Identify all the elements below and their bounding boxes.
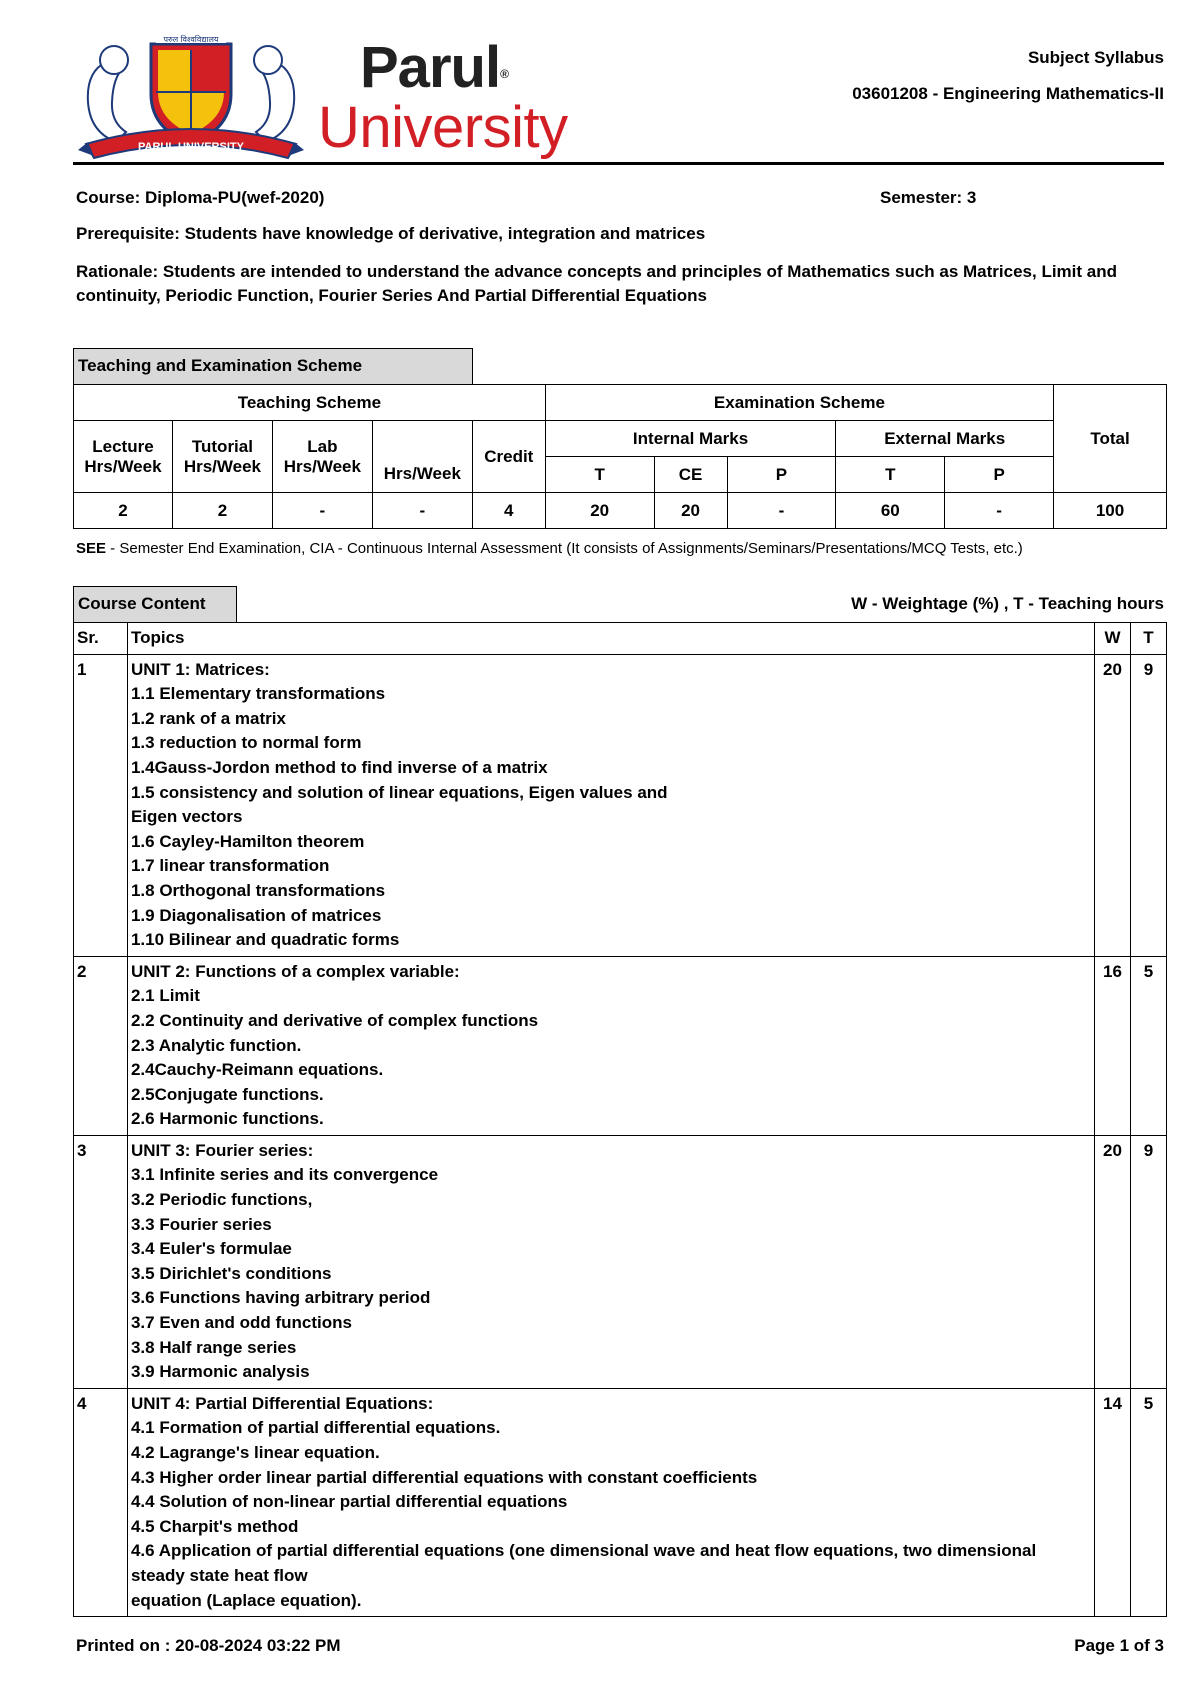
internal-t-header: T xyxy=(545,457,654,493)
unit-sr: 3 xyxy=(74,1135,128,1388)
credit-value: 4 xyxy=(472,493,545,529)
scheme-section-label: Teaching and Examination Scheme xyxy=(73,348,473,385)
unit-weightage: 16 xyxy=(1095,956,1131,1135)
internal-p-header: P xyxy=(727,457,836,493)
course-line: Course: Diploma-PU(wef-2020) xyxy=(76,188,325,207)
unit-teaching-hours: 9 xyxy=(1131,654,1167,956)
unit-title: UNIT 2: Functions of a complex variable: xyxy=(130,961,460,981)
internal-t-value: 20 xyxy=(545,493,654,529)
rationale-paragraph: Rationale: Students are intended to understand the advance concepts and principles of Mathematics such as Matrices, Limit and continuity, Periodic Function, Fourier Series And Partial Differential Equations xyxy=(76,262,1118,305)
university-crest-logo xyxy=(76,32,306,164)
topic-item: 3.6 Functions having arbitrary period xyxy=(130,1288,431,1308)
note-see: SEE xyxy=(76,540,107,557)
internal-ce-value: 20 xyxy=(654,493,727,529)
scheme-table xyxy=(73,384,1167,529)
topic-item: 1.2 rank of a matrix xyxy=(130,708,286,728)
external-t-header: T xyxy=(836,457,945,493)
unit-row xyxy=(74,1388,1167,1616)
topic-item: 1.8 Orthogonal transformations xyxy=(130,880,386,900)
topic-item: 1.6 Cayley-Hamilton theorem xyxy=(130,831,365,851)
unit-teaching-hours: 5 xyxy=(1131,956,1167,1135)
topic-item: 1.7 linear transformation xyxy=(130,856,330,876)
topic-item: 4.4 Solution of non-linear partial differential equations xyxy=(130,1492,568,1512)
hrs-value: - xyxy=(372,493,472,529)
unit-topics xyxy=(127,1388,1094,1616)
external-t-value: 60 xyxy=(836,493,945,529)
subject-code-title: 03601208 - Engineering Mathematics-II xyxy=(852,84,1164,103)
course-content-label: Course Content xyxy=(73,586,237,623)
topic-item: 3.5 Dirichlet's conditions xyxy=(130,1263,332,1283)
w-header: W xyxy=(1095,623,1131,655)
tutorial-header: Tutorial Hrs/Week xyxy=(172,421,272,493)
topic-item: 4.3 Higher order linear partial differential equations with constant coefficients xyxy=(130,1467,758,1487)
topic-item: 1.4Gauss-Jordon method to find inverse of a matrix xyxy=(130,757,548,777)
sr-header: Sr. xyxy=(74,623,128,655)
unit-row xyxy=(74,956,1167,1135)
topics-header: Topics xyxy=(127,623,1094,655)
topic-item: 2.3 Analytic function. xyxy=(130,1035,302,1055)
hrs-week-header: Hrs/Week xyxy=(372,421,472,493)
header-divider xyxy=(73,162,1164,165)
header-subject-info xyxy=(852,40,1164,112)
topic-item: 1.10 Bilinear and quadratic forms xyxy=(130,930,400,950)
weightage-legend: W - Weightage (%) , T - Teaching hours xyxy=(851,594,1164,613)
topic-item: equation (Laplace equation). xyxy=(130,1590,362,1610)
course-content-table xyxy=(73,622,1167,1617)
topic-item: Eigen vectors xyxy=(130,807,243,827)
assessment-note xyxy=(76,540,1023,557)
unit-topics xyxy=(127,1135,1094,1388)
page-number: Page 1 of 3 xyxy=(1074,1636,1164,1655)
examination-scheme-header: Examination Scheme xyxy=(545,385,1053,421)
lab-header: Lab Hrs/Week xyxy=(272,421,372,493)
topic-item: 3.4 Euler's formulae xyxy=(130,1239,292,1259)
topic-item: 3.9 Harmonic analysis xyxy=(130,1362,310,1382)
total-value: 100 xyxy=(1054,493,1167,529)
topic-item: 2.2 Continuity and derivative of complex functions xyxy=(130,1010,539,1030)
internal-ce-header: CE xyxy=(654,457,727,493)
svg-text:PARUL UNIVERSITY: PARUL UNIVERSITY xyxy=(138,141,244,153)
external-p-header: P xyxy=(945,457,1054,493)
unit-topics xyxy=(127,654,1094,956)
lecture-value: 2 xyxy=(74,493,173,529)
teaching-scheme-header: Teaching Scheme xyxy=(74,385,546,421)
topic-item: 1.1 Elementary transformations xyxy=(130,684,386,704)
brand-university: University xyxy=(318,95,568,160)
prerequisite-line: Prerequisite: Students have knowledge of derivative, integration and matrices xyxy=(76,224,706,243)
topic-item: 4.5 Charpit's method xyxy=(130,1516,299,1536)
unit-sr: 4 xyxy=(74,1388,128,1616)
topic-item: 2.4Cauchy-Reimann equations. xyxy=(130,1060,384,1080)
internal-marks-header: Internal Marks xyxy=(545,421,836,457)
t-header: T xyxy=(1131,623,1167,655)
topic-item: 3.3 Fourier series xyxy=(130,1214,272,1234)
topic-item: 2.5Conjugate functions. xyxy=(130,1084,324,1104)
registered-mark: ® xyxy=(500,67,508,81)
topic-item: 2.1 Limit xyxy=(130,986,200,1006)
tutorial-value: 2 xyxy=(172,493,272,529)
unit-teaching-hours: 5 xyxy=(1131,1388,1167,1616)
external-p-value: - xyxy=(945,493,1054,529)
unit-sr: 2 xyxy=(74,956,128,1135)
brand-parul: Parul xyxy=(360,35,501,100)
lab-value: - xyxy=(272,493,372,529)
unit-weightage: 20 xyxy=(1095,654,1131,956)
topic-item: 4.2 Lagrange's linear equation. xyxy=(130,1443,380,1462)
unit-weightage: 20 xyxy=(1095,1135,1131,1388)
external-marks-header: External Marks xyxy=(836,421,1054,457)
total-header: Total xyxy=(1054,385,1167,493)
note-text: - Semester End Examination, CIA - Continuous Internal Assessment (It consists of Assignments/Seminars/Presentations/MCQ Tests, etc.) xyxy=(106,540,1023,557)
topic-item: 3.2 Periodic functions, xyxy=(130,1190,313,1210)
credit-header: Credit xyxy=(472,421,545,493)
document-type: Subject Syllabus xyxy=(1027,48,1164,67)
lecture-header: Lecture Hrs/Week xyxy=(74,421,173,493)
unit-sr: 1 xyxy=(74,654,128,956)
unit-title: UNIT 4: Partial Differential Equations: xyxy=(130,1393,434,1413)
topic-item: 3.7 Even and odd functions xyxy=(130,1313,352,1333)
topic-item: 3.8 Half range series xyxy=(130,1337,297,1357)
unit-title: UNIT 3: Fourier series: xyxy=(130,1140,314,1160)
topic-item: 2.6 Harmonic functions. xyxy=(130,1109,324,1129)
printed-on: Printed on : 20-08-2024 03:22 PM xyxy=(76,1636,341,1655)
topic-item: 1.3 reduction to normal form xyxy=(130,733,362,753)
topic-item: 3.1 Infinite series and its convergence xyxy=(130,1165,439,1185)
unit-topics xyxy=(127,956,1094,1135)
topic-item: 4.6 Application of partial differential equations (one dimensional wave and heat flow equations, two dimensional steady state heat flow xyxy=(130,1541,1037,1585)
university-wordmark xyxy=(318,35,568,160)
unit-weightage: 14 xyxy=(1095,1388,1131,1616)
semester-line: Semester: 3 xyxy=(880,188,977,207)
topic-item: 1.9 Diagonalisation of matrices xyxy=(130,905,382,925)
topic-item: 4.1 Formation of partial differential equations. xyxy=(130,1418,501,1438)
unit-row xyxy=(74,654,1167,956)
unit-row xyxy=(74,1135,1167,1388)
topic-item: 1.5 consistency and solution of linear equations, Eigen values and xyxy=(130,782,668,802)
svg-text:परुल विश्वविद्यालय: परुल विश्वविद्यालय xyxy=(163,35,219,44)
unit-teaching-hours: 9 xyxy=(1131,1135,1167,1388)
unit-title: UNIT 1: Matrices: xyxy=(130,659,270,679)
internal-p-value: - xyxy=(727,493,836,529)
